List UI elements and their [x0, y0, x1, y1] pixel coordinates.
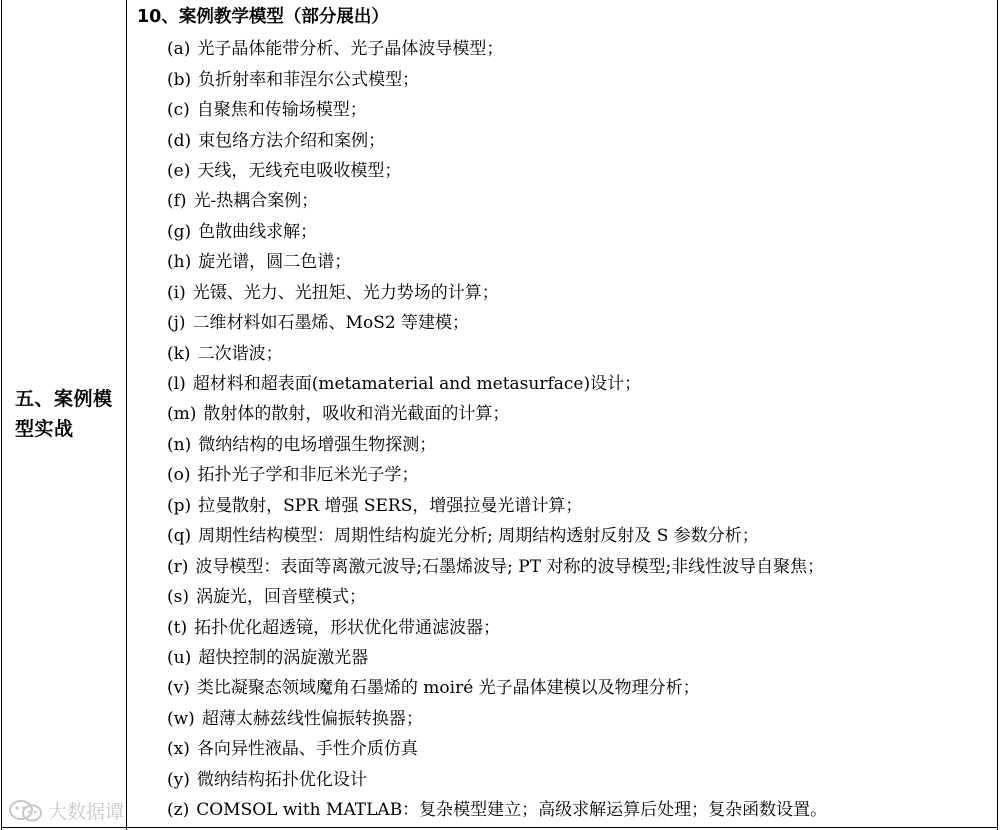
list-item — [167, 582, 827, 612]
content-heading: 10、案例教学模型（部分展出） — [137, 7, 389, 27]
list-item-key: (w) — [167, 708, 195, 729]
list-item-text: 二维材料如石墨烯、MoS2 等建模； — [192, 313, 470, 334]
list-item — [167, 308, 827, 338]
list-item-key: (r) — [167, 556, 189, 577]
list-item-text: 拉曼散射，SPR 增强 SERS，增强拉曼光谱计算； — [198, 495, 583, 516]
list-item-text: 拓扑优化超透镜，形状优化带通滤波器； — [194, 617, 501, 638]
list-item-text: 拓扑光子学和非厄米光子学； — [197, 465, 419, 486]
list-item — [167, 125, 827, 155]
list-item — [167, 460, 827, 490]
list-item — [167, 399, 827, 429]
list-item — [167, 430, 827, 460]
list-item — [167, 34, 827, 64]
list-item-key: (o) — [167, 465, 191, 486]
list-item — [167, 156, 827, 186]
table-border-right — [997, 0, 998, 830]
list-item-key: (f) — [167, 191, 187, 212]
list-item-key: (q) — [167, 526, 192, 547]
list-item — [167, 673, 827, 703]
list-item-text: 周期性结构模型：周期性结构旋光分析; 周期结构透射反射及 S 参数分析； — [198, 526, 759, 547]
watermark-text: 大数据谭 — [48, 801, 125, 823]
list-item-text: 微纳结构拓扑优化设计 — [196, 769, 367, 790]
list-item — [167, 704, 827, 734]
list-item — [167, 217, 827, 247]
content-cell — [127, 0, 997, 830]
list-item — [167, 765, 827, 795]
list-item-text: 色散曲线求解； — [198, 221, 318, 242]
section-cell — [2, 0, 126, 830]
list-item-key: (u) — [167, 647, 192, 668]
list-item-text: 天线，无线充电吸收模型； — [197, 160, 402, 181]
list-item-text: 负折射率和菲涅尔公式模型； — [198, 69, 420, 90]
list-item — [167, 734, 827, 764]
list-item-text: 旋光谱，圆二色谱； — [198, 252, 352, 273]
list-item-key: (n) — [167, 434, 192, 455]
list-item-text: 微纳结构的电场增强生物探测； — [198, 434, 437, 455]
list-item-key: (d) — [167, 130, 192, 151]
list-item — [167, 95, 827, 125]
list-item — [167, 521, 827, 551]
list-item-text: 超材料和超表面(metamaterial and metasurface)设计； — [192, 374, 642, 395]
case-model-list — [167, 34, 827, 825]
wechat-logo-icon — [8, 799, 44, 823]
section-label: 五、案例模型实战 — [15, 388, 113, 440]
list-item-text: 光子晶体能带分析、光子晶体波导模型； — [197, 39, 504, 60]
list-item — [167, 338, 827, 368]
list-item-key: (h) — [167, 252, 192, 273]
list-item-key: (v) — [167, 678, 190, 699]
list-item-text: 束包络方法介绍和案例； — [198, 130, 386, 151]
list-item — [167, 186, 827, 216]
list-item — [167, 643, 827, 673]
list-item — [167, 278, 827, 308]
list-item-key: (y) — [167, 769, 190, 790]
list-item-key: (e) — [167, 160, 191, 181]
list-item — [167, 247, 827, 277]
list-item-key: (k) — [167, 343, 191, 364]
list-item-text: 光-热耦合案例； — [193, 191, 319, 212]
list-item-key: (a) — [167, 39, 191, 60]
list-item-text: 各向异性液晶、手性介质仿真 — [196, 739, 418, 760]
list-item — [167, 369, 827, 399]
list-item-text: 涡旋光，回音壁模式； — [196, 587, 366, 608]
list-item-key: (i) — [167, 282, 186, 303]
list-item-key: (l) — [167, 374, 186, 395]
list-item-text: 光镊、光力、光扭矩、光力势场的计算； — [192, 282, 499, 303]
watermark — [8, 797, 124, 824]
list-item-key: (m) — [167, 404, 197, 425]
list-item — [167, 551, 827, 581]
list-item-text: COMSOL with MATLAB：复杂模型建立；高级求解运算后处理；复杂函数设置。 — [196, 800, 828, 821]
list-item — [167, 64, 827, 94]
list-item — [167, 795, 827, 825]
list-item-key: (b) — [167, 69, 192, 90]
list-item — [167, 491, 827, 521]
list-item-key: (p) — [167, 495, 192, 516]
list-item-text: 波导模型：表面等离激元波导;石墨烯波导; PT 对称的波导模型;非线性波导自聚焦； — [195, 556, 825, 577]
list-item-key: (g) — [167, 221, 192, 242]
list-item-text: 二次谐波； — [197, 343, 283, 364]
list-item-text: 类比凝聚态领域魔角石墨烯的 moiré 光子晶体建模以及物理分析； — [196, 678, 700, 699]
list-item-text: 超快控制的涡旋激光器 — [198, 647, 369, 668]
list-item — [167, 612, 827, 642]
list-item-key: (x) — [167, 739, 190, 760]
list-item-key: (s) — [167, 587, 189, 608]
list-item-text: 超薄太赫兹线性偏振转换器； — [201, 708, 423, 729]
list-item-key: (c) — [167, 100, 190, 121]
list-item-key: (j) — [167, 313, 186, 334]
list-item-key: (t) — [167, 617, 188, 638]
list-item-text: 自聚焦和传输场模型； — [196, 100, 367, 121]
list-item-key: (z) — [167, 800, 190, 821]
list-item-text: 散射体的散射，吸收和消光截面的计算； — [203, 404, 510, 425]
